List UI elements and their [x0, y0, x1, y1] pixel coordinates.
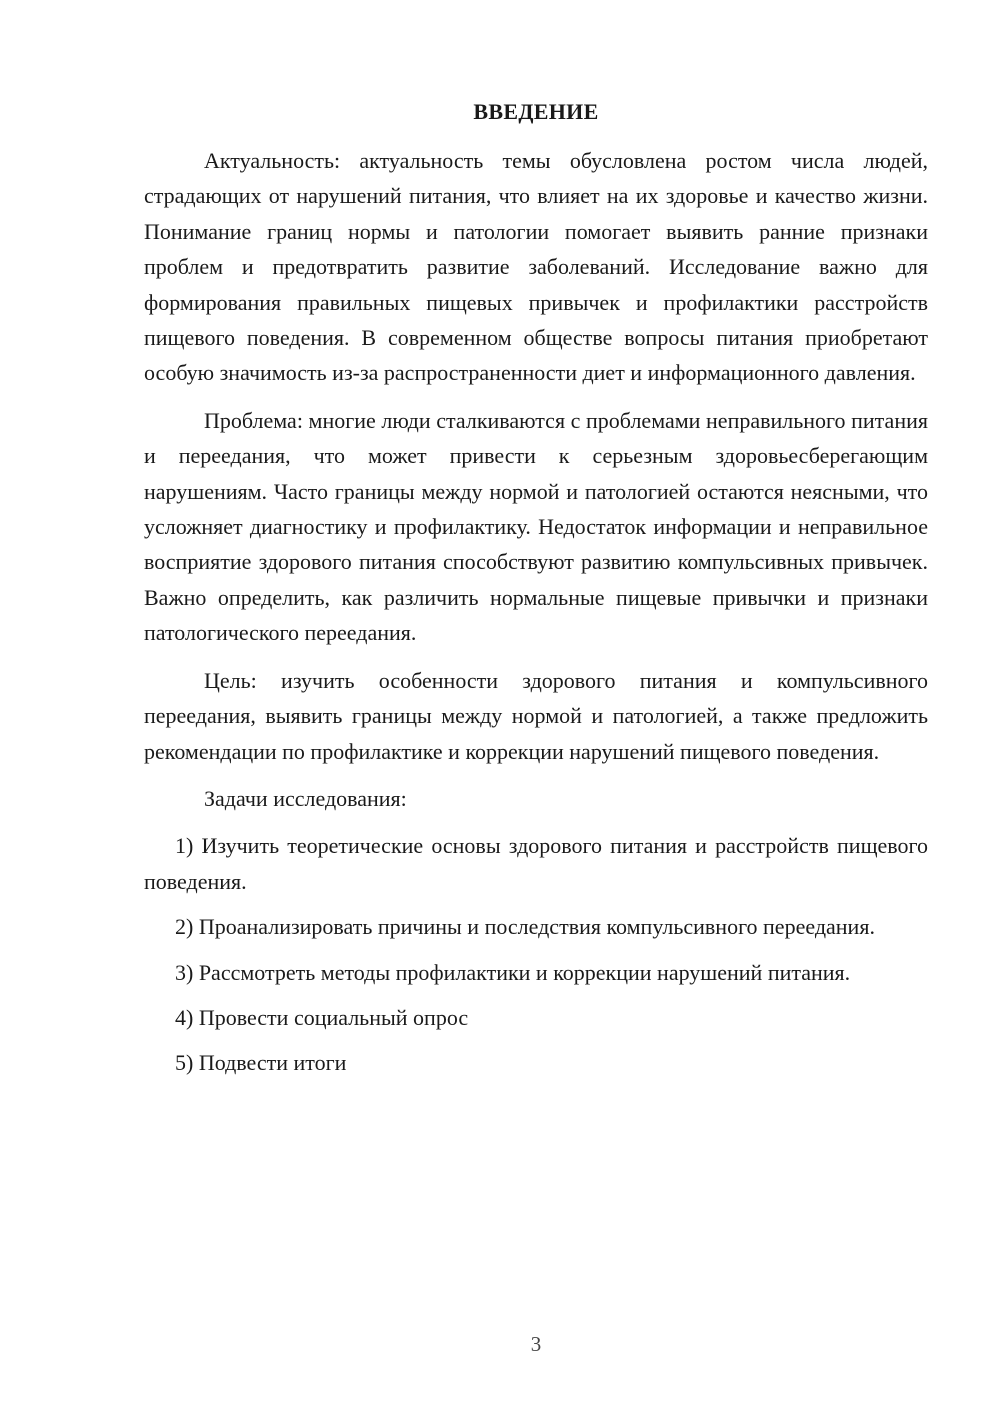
paragraph-goal: Цель: изучить особенности здорового питания и компульсивного переедания, выявить границы между нормой и патологией, а также предложить рекомендации по профилактике и коррекции нарушений пищевого поведения.: [144, 667, 928, 764]
paragraph-problem: Проблема: многие люди сталкиваются с проблемами неправильного питания и переедания, что может привести к серьезным здоровьесберегающим нарушениям. Часто границы между нормой и патологией остаются неясными, что усложняет диагностику и профилактику. Недостаток информации и неправильное восприятие здорового питания способствуют развитию компульсивных привычек. Важно определить, как различить нормальные пищевые привычки и признаки патологического переедания.: [144, 407, 928, 646]
paragraph-relevance: Актуальность: актуальность темы обусловлена ростом числа людей, страдающих от нарушений питания, что влияет на их здоровье и качество жизни. Понимание границ нормы и патологии помогает выявить ранние признаки проблем и предотвратить развитие заболеваний. Исследование важно для формирования правильных пищевых привычек и профилактики расстройств пищевого поведения. В современном обществе вопросы питания приобретают особую значимость из-за распространенности диет и информационного давления.: [144, 148, 928, 386]
task-item: 4) Провести социальный опрос: [175, 1004, 469, 1030]
tasks-heading: Задачи исследования:: [204, 785, 407, 811]
document-page: [144, 94, 928, 1091]
page-number: 3: [530, 1332, 542, 1356]
section-title: ВВЕДЕНИЕ: [473, 99, 599, 124]
task-item: 5) Подвести итоги: [175, 1050, 347, 1076]
task-item: 2) Проанализировать причины и последствия компульсивного переедания.: [175, 914, 875, 940]
task-item: 1) Изучить теоретические основы здорового питания и расстройств пищевого поведения.: [144, 833, 928, 894]
task-item: 3) Рассмотреть методы профилактики и коррекции нарушений питания.: [175, 959, 851, 985]
